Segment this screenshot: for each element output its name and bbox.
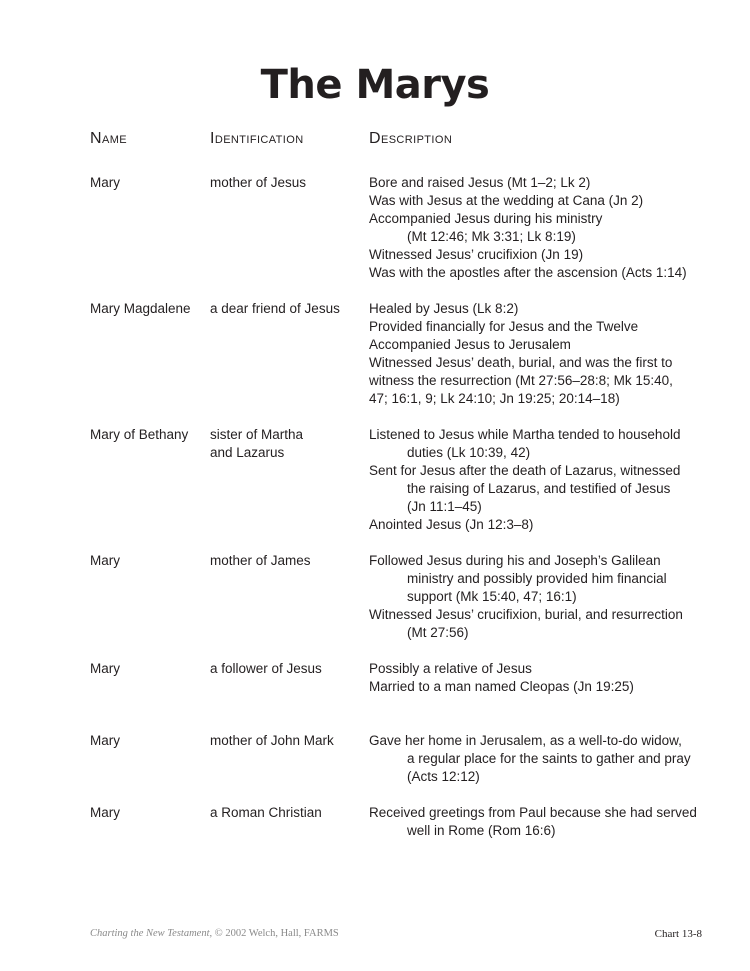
description-line: well in Rome (Rom 16:6) xyxy=(407,823,556,838)
description-line: (Mt 12:46; Mk 3:31; Lk 8:19) xyxy=(407,229,576,244)
description-line: support (Mk 15:40, 47; 16:1) xyxy=(407,589,577,604)
description-line: 47; 16:1, 9; Lk 24:10; Jn 19:25; 20:14–18) xyxy=(369,391,620,406)
footer-copyright: © 2002 Welch, Hall, FARMS xyxy=(214,928,339,939)
entry-name: Mary xyxy=(90,175,120,190)
description-line: Anointed Jesus (Jn 12:3–8) xyxy=(369,517,534,532)
header-name: Name xyxy=(90,130,127,147)
description-line: Witnessed Jesus’ crucifixion, burial, and resurrection xyxy=(369,607,683,622)
description-line: Witnessed Jesus’ death, burial, and was the first to xyxy=(369,355,673,370)
entry-identification xyxy=(210,552,366,570)
description-line: (Jn 11:1–45) xyxy=(407,499,482,514)
identification-line: mother of James xyxy=(210,553,311,568)
page-title: The Marys xyxy=(260,62,490,108)
description-line: Married to a man named Cleopas (Jn 19:25) xyxy=(369,679,634,694)
entry-name: Mary xyxy=(90,733,120,748)
entry-identification xyxy=(210,174,366,192)
header-identification: Identification xyxy=(210,130,304,147)
column-headers xyxy=(0,130,750,154)
description-line: Possibly a relative of Jesus xyxy=(369,661,532,676)
entry-identification xyxy=(210,732,366,750)
entry-name: Mary xyxy=(90,805,120,820)
footer-book-title: Charting the New Testament, xyxy=(90,928,213,939)
description-line: duties (Lk 10:39, 42) xyxy=(407,445,531,460)
entry-name: Mary of Bethany xyxy=(90,427,189,442)
entry-description xyxy=(369,804,714,840)
description-line: (Mt 27:56) xyxy=(407,625,469,640)
description-line: Received greetings from Paul because she had served xyxy=(369,805,697,820)
entry-name: Mary xyxy=(90,661,120,676)
description-line: Bore and raised Jesus (Mt 1–2; Lk 2) xyxy=(369,175,591,190)
identification-line: and Lazarus xyxy=(210,445,285,460)
header-description: Description xyxy=(369,130,453,147)
description-line: the raising of Lazarus, and testified of Jesus xyxy=(407,481,671,496)
entry-identification xyxy=(210,804,366,822)
description-line: Healed by Jesus (Lk 8:2) xyxy=(369,301,519,316)
entry-description xyxy=(369,552,714,642)
identification-line: sister of Martha xyxy=(210,427,304,442)
footer-chart-number: Chart 13-8 xyxy=(654,928,702,940)
description-line: a regular place for the saints to gather and pray xyxy=(407,751,691,766)
entry-description xyxy=(369,426,714,534)
identification-line: a dear friend of Jesus xyxy=(210,301,340,316)
description-line: Accompanied Jesus during his ministry xyxy=(369,211,603,226)
entry-description xyxy=(369,174,714,282)
entry-description xyxy=(369,732,714,786)
entry-identification xyxy=(210,660,366,678)
description-line: Was with the apostles after the ascension (Acts 1:14) xyxy=(369,265,687,280)
entry-name: Mary Magdalene xyxy=(90,301,191,316)
footer-citation xyxy=(90,928,339,939)
description-line: Followed Jesus during his and Joseph’s Galilean xyxy=(369,553,661,568)
description-line: Accompanied Jesus to Jerusalem xyxy=(369,337,571,352)
entry-identification xyxy=(210,300,366,318)
description-line: Sent for Jesus after the death of Lazarus, witnessed xyxy=(369,463,681,478)
entry-name: Mary xyxy=(90,553,120,568)
description-line: Gave her home in Jerusalem, as a well-to-do widow, xyxy=(369,733,682,748)
description-line: Listened to Jesus while Martha tended to household xyxy=(369,427,681,442)
entry-description xyxy=(369,300,714,408)
identification-line: a Roman Christian xyxy=(210,805,322,820)
entry-description xyxy=(369,660,714,696)
identification-line: a follower of Jesus xyxy=(210,661,322,676)
description-line: Provided financially for Jesus and the Twelve xyxy=(369,319,639,334)
identification-line: mother of Jesus xyxy=(210,175,307,190)
entry-identification xyxy=(210,426,366,462)
description-line: Was with Jesus at the wedding at Cana (Jn 2) xyxy=(369,193,644,208)
description-line: Witnessed Jesus’ crucifixion (Jn 19) xyxy=(369,247,584,262)
identification-line: mother of John Mark xyxy=(210,733,334,748)
description-line: (Acts 12:12) xyxy=(407,769,480,784)
description-line: ministry and possibly provided him financial xyxy=(407,571,667,586)
description-line: witness the resurrection (Mt 27:56–28:8; Mk 15:40, xyxy=(369,373,673,388)
